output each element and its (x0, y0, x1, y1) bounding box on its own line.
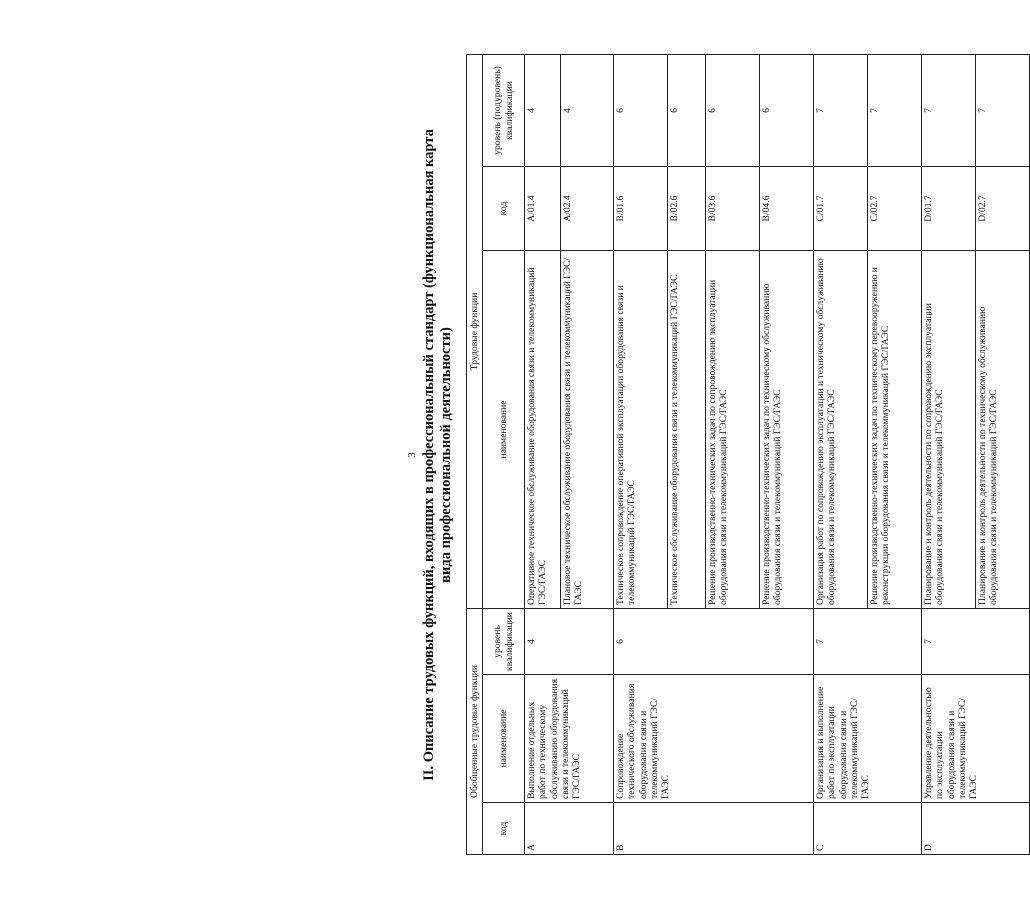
function-level-cell: 7 (814, 54, 868, 166)
function-code-cell: D/02.7 (976, 167, 1030, 251)
column-header-code: код (483, 803, 525, 855)
group-code-cell: B (614, 803, 814, 855)
function-name-cell: Плановое техническое обслуживание оборудования связи и телекоммуникаций ГЭС/ГАЭС (561, 251, 614, 609)
function-code-cell: D/01.7 (922, 167, 976, 251)
column-header-tf-name: наименование (483, 251, 525, 609)
function-name-cell: Планирование и контроль деятельности по сопровождению эксплуатации оборудования связи и телекоммуникаций ГЭС/ГАЭС (922, 251, 976, 609)
generalized-functions-header: Обобщенные трудовые функции (467, 609, 483, 855)
function-code-cell: B/01.6 (614, 167, 668, 251)
function-level-cell: 7 (922, 54, 976, 166)
function-code-cell: B/02.6 (668, 167, 706, 251)
labor-functions-header: Трудовые функции (467, 54, 483, 608)
group-code-cell: D (922, 803, 1030, 855)
group-name-cell: Выполнение отдельных работ по техническому обслуживанию оборудования связи и телекоммуникаций ГЭС/ГАЭС (525, 675, 614, 803)
section-title: II. Описание трудовых функций, входящих в профессиональный стандарт (функциональная карта вида профессиональной деятельности) (421, 129, 454, 781)
function-level-cell: 6 (668, 54, 706, 166)
function-level-cell: 4 (525, 54, 561, 166)
function-name-cell: Решение производственно-технических задач по техническому перевооружению и реконструкции оборудования связи и телекоммуникаций ГЭС/ГАЭС (868, 251, 922, 609)
function-code-cell: A/02.4 (561, 167, 614, 251)
group-code-cell: A (525, 803, 614, 855)
function-name-cell: Решение производственно-технических задач по сопровождению эксплуатации оборудования связи и телекоммуникаций ГЭС/ГАЭС (706, 251, 760, 609)
function-code-cell: B/04.6 (760, 167, 814, 251)
functional-map-table (466, 54, 1030, 855)
table-row (525, 54, 561, 854)
function-name-cell: Техническое сопровождение оперативной эксплуатации оборудования связи и телекоммуникаций ГЭС/ГАЭС (614, 251, 668, 609)
function-name-cell: Техническое обслуживание оборудования связи и телекоммуникаций ГЭС/ГАЭС (668, 251, 706, 609)
function-code-cell: B/03.6 (706, 167, 760, 251)
group-name-cell: Сопровождение технического обслуживания оборудования связи и телекоммуникаций ГЭС/ГАЭС (614, 675, 814, 803)
column-header-level: уровень квалификации (483, 609, 525, 675)
table-row (614, 54, 668, 854)
group-level-cell: 4 (525, 609, 614, 675)
table-row (922, 54, 976, 854)
group-name-cell: Управление деятельностью по эксплуатации оборудования связи и телекоммуникаций ГЭС/ГАЭС (922, 675, 1030, 803)
function-name-cell: Оперативное техническое обслуживание оборудования связи и телекоммуникаций ГЭС/ГАЭС (525, 251, 561, 609)
function-name-cell: Планирование и контроль деятельности по техническому обслуживанию оборудования связи и телекоммуникаций ГЭС/ГАЭС (976, 251, 1030, 609)
group-name-cell: Организация и выполнение работ по эксплуатации оборудования связи и телекоммуникаций ГЭС/ГАЭС (814, 675, 922, 803)
function-level-cell: 6 (706, 54, 760, 166)
function-level-cell: 7 (976, 54, 1030, 166)
column-header-tf-code: код (483, 167, 525, 251)
function-code-cell: A/01.4 (525, 167, 561, 251)
function-level-cell: 6 (614, 54, 668, 166)
rotated-landscape-content (29, 55, 1000, 855)
function-name-cell: Решение производственно-технических задач по техническому обслуживанию оборудования связи и телекоммуникаций ГЭС/ГАЭС (760, 251, 814, 609)
group-code-cell: C (814, 803, 922, 855)
page-number: 3 (406, 452, 418, 458)
function-level-cell: 6 (760, 54, 814, 166)
function-level-cell: 4 (561, 54, 614, 166)
column-header-name: наименование (483, 675, 525, 803)
group-level-cell: 7 (922, 609, 1030, 675)
column-header-tf-level: уровень (подуровень) квалификации (483, 54, 525, 166)
function-name-cell: Организация работ по сопровождению эксплуатации и техническому обслуживанию оборудования связи и телекоммуникаций ГЭС/ГАЭС (814, 251, 868, 609)
function-code-cell: C/02.7 (868, 167, 922, 251)
table-row (814, 54, 868, 854)
function-code-cell: C/01.7 (814, 167, 868, 251)
group-level-cell: 7 (814, 609, 922, 675)
function-level-cell: 7 (868, 54, 922, 166)
group-level-cell: 6 (614, 609, 814, 675)
